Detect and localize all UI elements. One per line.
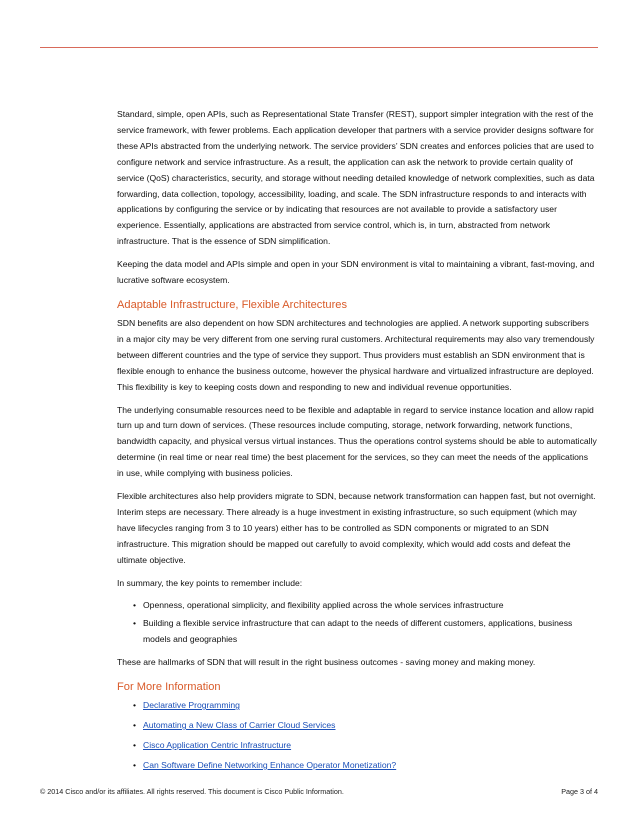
paragraph: Standard, simple, open APIs, such as Representational State Transfer (REST), support simpler integration with the rest of the service framework, with fewer problems. Each application developer that partners with a service provider designs software for these APIs abstracted from the underlying network. The service providers’ SDN creates and enforces policies that are used to configure network and service infrastructure. As a result, the application can ask the network to provide certain quality of service (QoS) characteristics, security, and storage without needing detailed knowledge of network complexities, such as data forwarding, data collection, topology, accessibility, loading, and scale. The SDN infrastructure responds to and interacts with applications by configuring the service or by indicating that resources are not available to provide a satisfactory user experience. Essentially, applications are abstracted from service control, which is, in turn, abstracted from network infrastructure. That is the essence of SDN simplification. (117, 109, 595, 247)
paragraph: Keeping the data model and APIs simple and open in your SDN environment is vital to maintaining a vibrant, fast-moving, and lucrative software ecosystem. (117, 259, 595, 286)
list-item (117, 718, 597, 734)
key-points-list (117, 598, 597, 648)
paragraph: In summary, the key points to remember include: (117, 577, 303, 588)
header-rule (40, 47, 598, 48)
document-body (117, 107, 597, 781)
more-info-links (117, 698, 597, 774)
list-item: • Building a flexible service infrastructure that can adapt to the needs of different customers, applications, business models and geographies (117, 616, 597, 648)
list-item (117, 758, 597, 774)
paragraph: These are hallmarks of SDN that will result in the right business outcomes - saving money and making money. (117, 657, 536, 668)
list-item: • Openness, operational simplicity, and flexibility applied across the whole services infrastructure (117, 598, 597, 614)
paragraph: Flexible architectures also help providers migrate to SDN, because network transformation can happen fast, but not overnight. Interim steps are necessary. There already is a huge investment in existing infrastructure, so such equipment (which may have lifecycles ranging from 3 to 10 years) either has to be controlled as SDN components or migrated to an SDN infrastructure. This migration should be mapped out carefully to avoid complexity, which would add costs and defeat the ultimate objective. (117, 491, 596, 565)
section-heading-adaptable: Adaptable Infrastructure, Flexible Architectures (117, 298, 347, 311)
paragraph: The underlying consumable resources need to be flexible and adaptable in regard to service instance location and allow rapid turn up and turn down of services. (These resources include computing, storage, network forwarding, network functions, bandwidth capacity, and physical versus virtual instances. Thus the operations control systems should be able to automatically determine (in real time or near real time) the best placement for the services, so they can meet the needs of the applications in use, while complying with business policies. (117, 404, 597, 479)
link-cisco-aci[interactable]: Cisco Application Centric Infrastructure (143, 739, 292, 750)
link-automating-carrier-cloud[interactable]: Automating a New Class of Carrier Cloud Services (143, 720, 336, 730)
paragraph: SDN benefits are also dependent on how SDN architectures and technologies are applied. A network supporting subscribers in a major city may be very different from one serving rural customers. Architectural requirements may also vary tremendously between different countries and the type of service they support. Thus providers must establish an SDN environment that is flexible enough to enhance the business outcome, however the physical hardware and virtualized infrastructure are deployed. This flexibility is key to keeping costs down and responding to new and individual revenue opportunities. (117, 317, 595, 392)
footer-copyright: © 2014 Cisco and/or its affiliates. All rights reserved. This document is Cisco Public Information. (40, 787, 344, 796)
link-declarative-programming[interactable]: Declarative Programming (143, 700, 240, 711)
page-number: Page 3 of 4 (561, 787, 598, 796)
list-item (117, 738, 597, 754)
list-item (117, 698, 597, 714)
section-heading-more-info: For More Information (117, 681, 221, 694)
link-sdn-monetization[interactable]: Can Software Define Networking Enhance Operator Monetization? (143, 759, 397, 770)
